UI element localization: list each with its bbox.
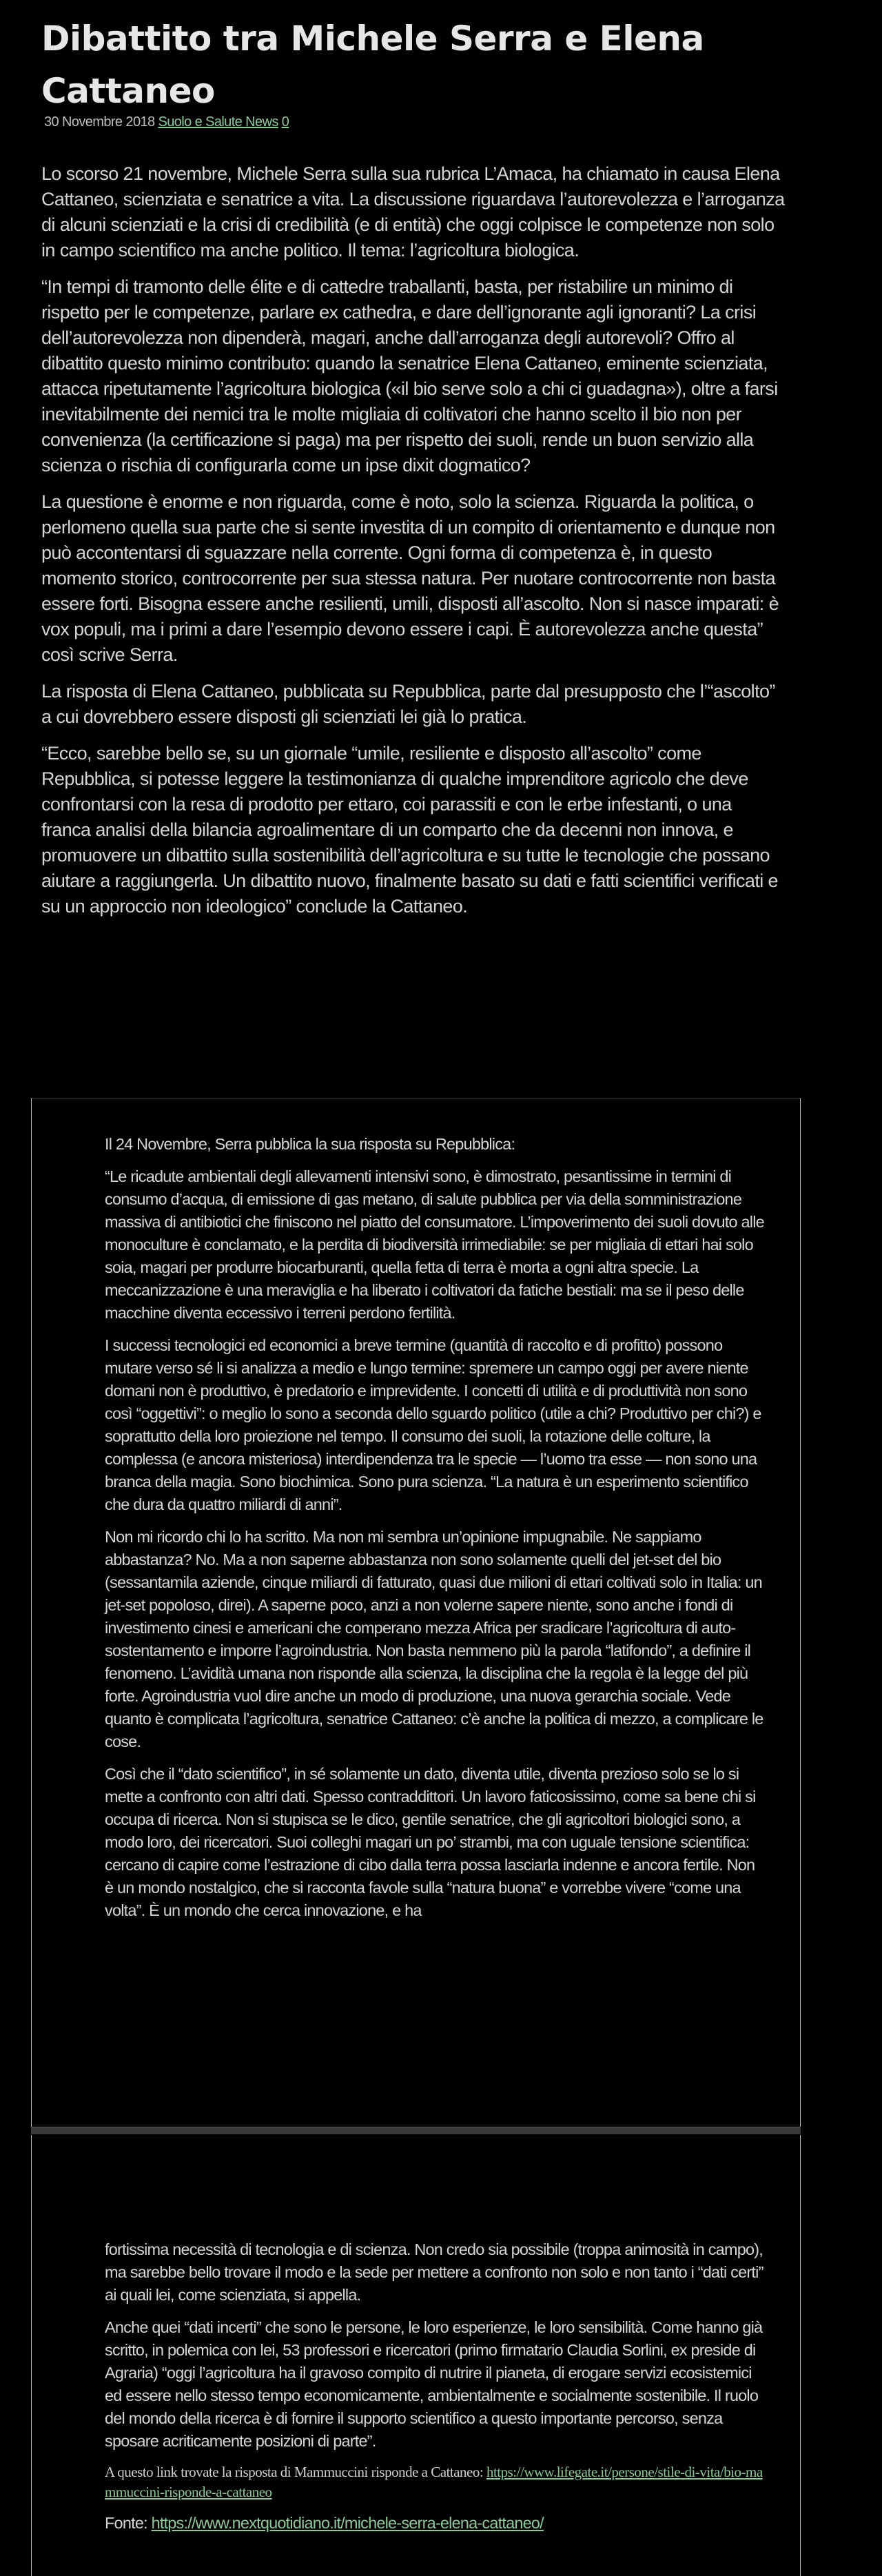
quote-box-content xyxy=(105,2238,766,2544)
post-date: 30 Novembre 2018 xyxy=(44,114,155,130)
quote-box-content xyxy=(105,1133,766,1932)
paragraph: “In tempi di tramonto delle élite e di cattedre traballanti, basta, per ristabilire un minimo di rispetto per le competenze, parlare ex cathedra, e dare dell’ignorante agli ignoranti? La crisi dell’autorevolezza non dipenderà, magari, anche dall’arroganza degli autorevoli? Offro al dibattito questo minimo contributo: quando la senatrice Elena Cattaneo, eminente scienziata, attacca ripetutamente l’agricoltura biologica («il bio serve solo a chi ci guadagna»), oltre a farsi inevitabilmente dei nemici tra le molte migliaia di coltivatori che hanno scelto il bio non per convenienza (la certificazione si paga) ma per rispetto dei suoli, rende un buon servizio alla scienza o rischia di configurarla come un ipse dixit dogmatico? xyxy=(41,276,778,476)
article-title: Dibattito tra Michele Serra e Elena Cattaneo xyxy=(41,19,704,111)
source-label: Fonte: xyxy=(105,2514,147,2532)
source-paragraph xyxy=(105,2512,766,2535)
paragraph: Il 24 Novembre, Serra pubblica la sua risposta su Repubblica: xyxy=(105,1135,515,1153)
category-link[interactable]: Suolo e Salute News xyxy=(158,114,278,130)
quote-box-continued xyxy=(31,2135,801,2576)
article-meta xyxy=(44,114,289,130)
paragraph: I successi tecnologici ed economici a breve termine (quantità di raccolto e di profitto) possono mutare verso sé li si analizza a medio e lungo termine: spremere un campo oggi per avere niente domani non è produttivo, è predatorio e imprevidente. I concetti di utilità e di produttività non sono così “oggettivi”: o meglio lo sono a seconda dello sguardo politico (utile a chi? Produttivo per chi?) e soprattutto della loro proiezione nel tempo. Il consumo dei suoli, la rotazione delle colture, la complessa (e ancora misteriosa) interdipendenza tra le specie — l’uomo tra esse — non sono una branca della magia. Sono biochimica. Sono pura scienza. “La natura è un esperimento scientifico che dura da quattro miliardi di anni”. xyxy=(105,1336,761,1513)
quote-box-serra-reply xyxy=(31,1098,801,2127)
paragraph: Non mi ricordo chi lo ha scritto. Ma non mi sembra un’opinione impugnabile. Ne sappiamo abbastanza? No. Ma a non saperne abbastanza non sono solamente quelli del jet-set del bio (sessantamila aziende, cinque miliardi di fatturato, quasi due milioni di ettari coltivati solo in Italia: un jet-set popoloso, direi). A saperne poco, anzi a non volerne sapere niente, sono anche i fondi di investimento cinesi e americani che comperano mezza Africa per sradicare l’agricoltura di auto-sostentamento e imporre l’agroindustria. Non basta nemmeno più la parola “latifondo”, a definire il fenomeno. L’avidità umana non risponde alla scienza, la disciplina che la regola è la legge del più forte. Agroindustria vuol dire anche un modo di produzione, una nuova gerarchia sociale. Vede quanto è complicata l’agricoltura, senatrice Cattaneo: c’è anche la politica di mezzo, a complicare le cose. xyxy=(105,1528,763,1750)
source-link[interactable]: https://www.nextquotidiano.it/michele-serra-elena-cattaneo/ xyxy=(151,2514,544,2532)
paragraph: Anche quei “dati incerti” che sono le persone, le loro esperienze, le loro sensibilità. Come hanno già scritto, in polemica con lei, 53 professori e ricercatori (primo firmatario Claudia Sorlini, ex preside di Agraria) “oggi l’agricoltura ha il gravoso compito di nutrire il pianeta, di erogare servizi ecosistemici ed essere nello stesso tempo economicamente, ambientalmente e socialmente sostenibile. Il ruolo del mondo della ricerca è di fornire il supporto scientifico a questo importante percorso, senza sposare acriticamente posizioni di parte”. xyxy=(105,2318,763,2450)
paragraph: Così che il “dato scientifico”, in sé solamente un dato, diventa utile, diventa prezioso solo se lo si mette a confronto con altri dati. Spesso contraddittori. Un lavoro faticosissimo, come sa bene chi si occupa di ricerca. Non si stupisca se le dico, gentile senatrice, che gli agricoltori biologici sono, a modo loro, dei ricercatori. Suoi colleghi magari un po’ strambi, ma con uguale tensione scientifica: cercano di capire come l’estrazione di cibo dalla terra possa lasciarla indenne e ancora fertile. Non è un mondo nostalgico, che si racconta favole sulla “natura buona” e vorrebbe vivere “come una volta”. È un mondo che cerca innovazione, e ha xyxy=(105,1765,756,1919)
article-intro xyxy=(41,161,786,930)
comments-count-link[interactable]: 0 xyxy=(281,114,289,130)
lifegate-link[interactable]: https://www.lifegate.it/persone/stile-di-vita/bio-mammuccini-risponde-a-cattaneo xyxy=(105,2464,763,2500)
paragraph: fortissima necessità di tecnologia e di scienza. Non credo sia possibile (troppa animosità in campo), ma sarebbe bello trovare il modo e la sede per mettere a confronto non solo e non tanto i “dati certi” ai quali lei, come scienziata, si appella. xyxy=(105,2240,763,2304)
related-link-intro: A questo link trovate la risposta di Mammuccini risponde a Cattaneo: xyxy=(105,2464,484,2480)
paragraph: “Le ricadute ambientali degli allevamenti intensivi sono, è dimostrato, pesantissime in termini di consumo d’acqua, di emissione di gas metano, di salute pubblica per via della somministrazione massiva di antibiotici che finiscono nel piatto del consumatore. L’impoverimento dei suoli dovuto alle monoculture è conclamato, e la perdita di biodiversità irrimediabile: se per migliaia di ettari hai solo soia, magari per produrre biocarburanti, quella fetta di terra è morta a ogni altra specie. La meccanizzazione è una meraviglia e ha liberato i coltivatori da fatiche bestiali: ma se il peso delle macchine diventa eccessivo i terreni perdono fertilità. xyxy=(105,1167,764,1322)
page-divider xyxy=(31,2127,801,2134)
paragraph: La risposta di Elena Cattaneo, pubblicata su Repubblica, parte dal presupposto che l’“ascolto” a cui dovrebbero essere disposti gli scienziati lei già lo pratica. xyxy=(41,681,775,727)
related-link-paragraph xyxy=(105,2462,766,2502)
paragraph: La questione è enorme e non riguarda, come è noto, solo la scienza. Riguarda la politica, o perlomeno quella sua parte che si sente investita di un compito di orientamento e dunque non può accontentarsi di sguazzare nella corrente. Ogni forma di competenza è, in questo momento storico, controcorrente per sua stessa natura. Per nuotare controcorrente non basta essere forti. Bisogna essere anche resilienti, umili, disposti all’ascolto. Non si nasce imparati: è vox populi, ma i primi a dare l’esempio devono essere i capi. È autorevolezza anche questa” così scrive Serra. xyxy=(41,491,779,665)
paragraph: “Ecco, sarebbe bello se, su un giornale “umile, resiliente e disposto all’ascolto” come Repubblica, si potesse leggere la testimonianza di qualche imprenditore agricolo che deve confrontarsi con la resa di prodotto per ettaro, coi parassiti e con le erbe infestanti, o una franca analisi della bilancia agroalimentare di un comparto che da decenni non innova, e promuovere un dibattito sulla sostenibilità dell’agricoltura e su tutte le tecnologie che possano aiutare a raggiungerla. Un dibattito nuovo, finalmente basato su dati e fatti scientifici verificati e su un approccio non ideologico” conclude la Cattaneo. xyxy=(41,743,778,917)
paragraph: Lo scorso 21 novembre, Michele Serra sulla sua rubrica L’Amaca, ha chiamato in causa Elena Cattaneo, scienziata e senatrice a vita. La discussione riguardava l’autorevolezza e l’arroganza di alcuni scienziati e la crisi di credibilità (e di entità) che oggi colpisce le competenze non solo in campo scientifico ma anche politico. Il tema: l’agricoltura biologica. xyxy=(41,163,785,260)
